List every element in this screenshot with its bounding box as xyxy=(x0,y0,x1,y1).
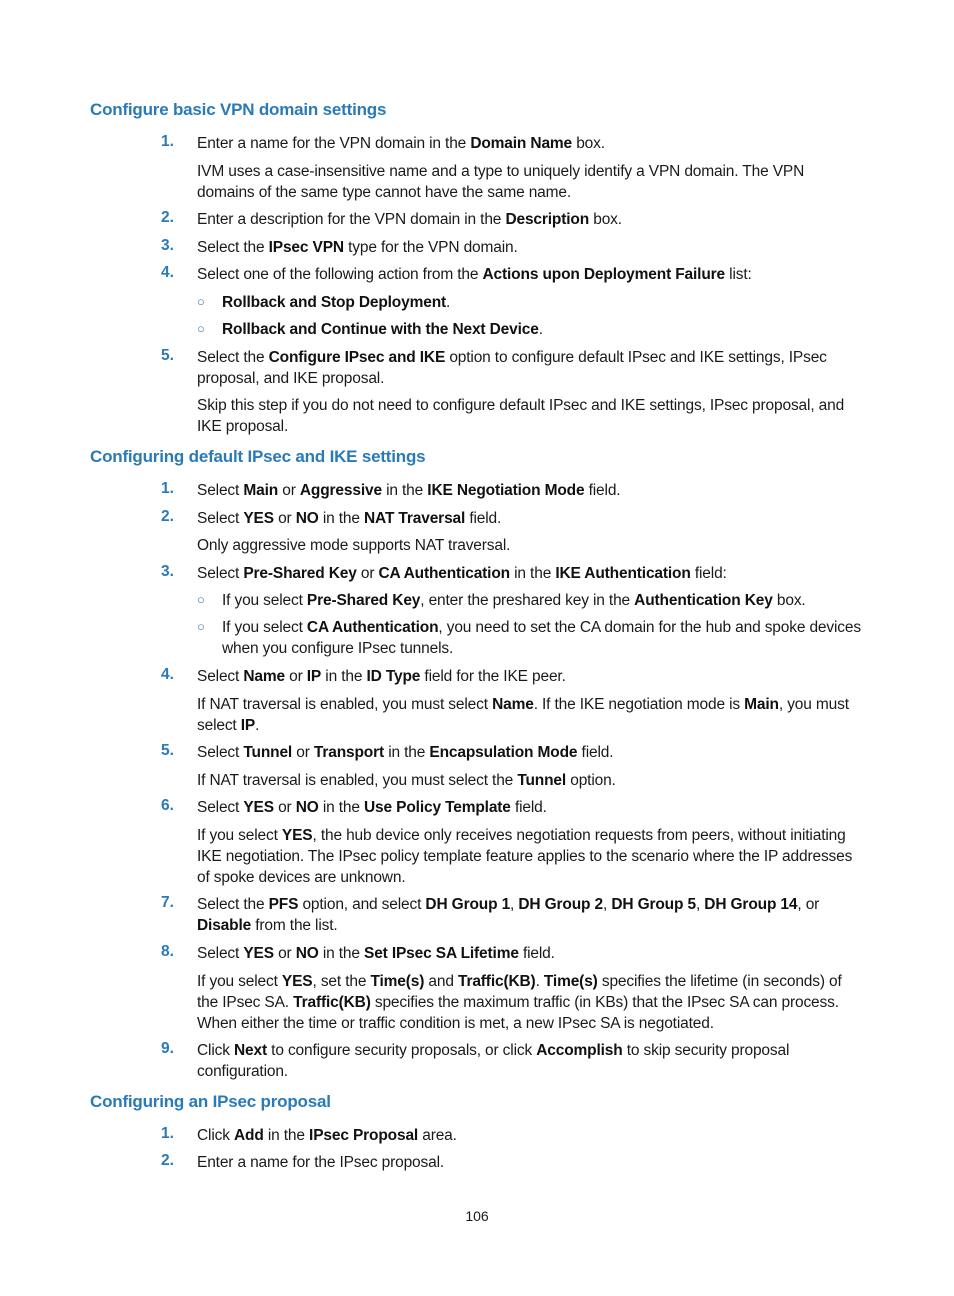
ui-term: Disable xyxy=(197,917,252,934)
bullet-icon: ○ xyxy=(197,619,205,634)
ui-term: YES xyxy=(281,827,313,844)
ui-term: ID Type xyxy=(366,668,421,685)
ui-term: Authentication Key xyxy=(634,592,773,609)
ui-term: Configure IPsec and IKE xyxy=(268,349,446,366)
ui-term: Accomplish xyxy=(536,1042,623,1059)
ui-term: DH Group 14 xyxy=(704,896,798,913)
bullet-text: If you select CA Authentication, you need to set the CA domain for the hub and spoke devices when you configure IPsec tunnels. xyxy=(222,619,861,657)
step-number: 1. xyxy=(161,1125,174,1142)
ui-term: Pre-Shared Key xyxy=(243,565,357,582)
section-heading: Configuring an IPsec proposal xyxy=(90,1092,331,1111)
bullet-text: Rollback and Stop Deployment. xyxy=(222,294,451,311)
step-number: 5. xyxy=(161,742,174,759)
ui-term: DH Group 2 xyxy=(518,896,603,913)
ui-term: IP xyxy=(240,717,256,734)
step-text: Select YES or NO in the Set IPsec SA Lifetime field. xyxy=(197,945,555,962)
section-heading: Configure basic VPN domain settings xyxy=(90,100,387,119)
ui-term: Add xyxy=(234,1127,264,1144)
step-text: Enter a name for the IPsec proposal. xyxy=(197,1154,445,1171)
step-text: Select Main or Aggressive in the IKE Negotiation Mode field. xyxy=(197,482,621,499)
step-text: Enter a description for the VPN domain in the Description box. xyxy=(197,211,622,228)
ui-term: Main xyxy=(243,482,279,499)
bullet-icon: ○ xyxy=(197,592,205,607)
ui-term: Aggressive xyxy=(299,482,382,499)
ui-term: Next xyxy=(234,1042,267,1059)
bullet-icon: ○ xyxy=(197,294,205,309)
step-number: 5. xyxy=(161,347,174,364)
step-number: 2. xyxy=(161,1152,174,1169)
step-number: 6. xyxy=(161,797,174,814)
step-text: Select YES or NO in the NAT Traversal field. xyxy=(197,510,502,527)
step-text: Select the PFS option, and select DH Group 1, DH Group 2, DH Group 5, DH Group 14, or Disable from the list. xyxy=(197,896,820,934)
ui-term: NO xyxy=(295,799,319,816)
bullet-icon: ○ xyxy=(197,321,205,336)
step-text: Select the IPsec VPN type for the VPN domain. xyxy=(197,239,518,256)
ui-term: Domain Name xyxy=(470,135,573,152)
step-number: 4. xyxy=(161,666,174,683)
ui-term: Use Policy Template xyxy=(364,799,511,816)
ui-term: YES xyxy=(281,973,313,990)
ui-term: Rollback and Continue with the Next Device xyxy=(222,321,539,338)
ui-term: YES xyxy=(243,510,274,527)
step-text: Select one of the following action from the Actions upon Deployment Failure list: xyxy=(197,266,752,283)
step-note: Only aggressive mode supports NAT traversal. xyxy=(197,537,511,554)
bullet-text: If you select Pre-Shared Key, enter the preshared key in the Authentication Key box. xyxy=(222,592,806,609)
step-note: IVM uses a case-insensitive name and a type to uniquely identify a VPN domain. The VPN domains of the same type cannot have the same name. xyxy=(197,163,805,201)
bullet-text: Rollback and Continue with the Next Device. xyxy=(222,321,543,338)
ui-term: Set IPsec SA Lifetime xyxy=(364,945,519,962)
ui-term: Tunnel xyxy=(243,744,293,761)
step-note: If you select YES, the hub device only receives negotiation requests from peers, without initiating IKE negotiation. The IPsec policy template feature applies to the scenario where the IP addresses of spoke devices are unknown. xyxy=(197,827,853,886)
ui-term: IKE Negotiation Mode xyxy=(427,482,585,499)
ui-term: IKE Authentication xyxy=(555,565,691,582)
ui-term: DH Group 1 xyxy=(425,896,511,913)
ui-term: Traffic(KB) xyxy=(457,973,536,990)
ui-term: Actions upon Deployment Failure xyxy=(482,266,726,283)
step-text: Select Tunnel or Transport in the Encapsulation Mode field. xyxy=(197,744,614,761)
ui-term: Name xyxy=(243,668,285,685)
step-text: Click Add in the IPsec Proposal area. xyxy=(197,1127,457,1144)
ui-term: NO xyxy=(295,945,319,962)
ui-term: Encapsulation Mode xyxy=(429,744,578,761)
step-number: 2. xyxy=(161,209,174,226)
ui-term: Description xyxy=(505,211,590,228)
ui-term: Time(s) xyxy=(543,973,598,990)
ui-term: YES xyxy=(243,799,274,816)
step-number: 7. xyxy=(161,894,174,911)
ui-term: NAT Traversal xyxy=(364,510,466,527)
ui-term: DH Group 5 xyxy=(611,896,696,913)
ui-term: CA Authentication xyxy=(306,619,439,636)
ui-term: Main xyxy=(744,696,779,713)
step-text: Select the Configure IPsec and IKE option to configure default IPsec and IKE settings, IPsec proposal, and IKE proposal. xyxy=(197,349,827,387)
step-text: Select Pre-Shared Key or CA Authentication in the IKE Authentication field: xyxy=(197,565,727,582)
ui-term: NO xyxy=(295,510,319,527)
page-number: 106 xyxy=(465,1208,489,1224)
step-number: 8. xyxy=(161,943,174,960)
step-number: 3. xyxy=(161,563,174,580)
step-text: Select Name or IP in the ID Type field for the IKE peer. xyxy=(197,668,566,685)
step-number: 3. xyxy=(161,237,174,254)
ui-term: Pre-Shared Key xyxy=(306,592,421,609)
step-note: If NAT traversal is enabled, you must select Name. If the IKE negotiation mode is Main, you must select IP. xyxy=(197,696,849,734)
ui-term: Rollback and Stop Deployment xyxy=(222,294,447,311)
step-text: Click Next to configure security proposals, or click Accomplish to skip security proposal configuration. xyxy=(197,1042,790,1080)
ui-term: Transport xyxy=(313,744,385,761)
section-heading: Configuring default IPsec and IKE settings xyxy=(90,447,426,466)
step-text: Enter a name for the VPN domain in the Domain Name box. xyxy=(197,135,605,152)
ui-term: IPsec Proposal xyxy=(309,1127,419,1144)
ui-term: Time(s) xyxy=(370,973,425,990)
step-note: If you select YES, set the Time(s) and Traffic(KB). Time(s) specifies the lifetime (in seconds) of the IPsec SA. Traffic(KB) specifies the maximum traffic (in KBs) that the IPsec SA can process. When either the time or traffic condition is met, a new IPsec SA is negotiated. xyxy=(197,973,842,1032)
ui-term: Traffic(KB) xyxy=(293,994,371,1011)
step-note: If NAT traversal is enabled, you must select the Tunnel option. xyxy=(197,772,616,789)
step-number: 1. xyxy=(161,480,174,497)
ui-term: Tunnel xyxy=(517,772,567,789)
ui-term: YES xyxy=(243,945,274,962)
ui-term: CA Authentication xyxy=(378,565,510,582)
step-number: 4. xyxy=(161,264,174,281)
step-number: 1. xyxy=(161,133,174,150)
ui-term: Name xyxy=(492,696,534,713)
step-note: Skip this step if you do not need to configure default IPsec and IKE settings, IPsec proposal, and IKE proposal. xyxy=(197,397,845,435)
step-text: Select YES or NO in the Use Policy Template field. xyxy=(197,799,547,816)
step-number: 2. xyxy=(161,508,174,525)
step-number: 9. xyxy=(161,1040,174,1057)
ui-term: IP xyxy=(306,668,322,685)
ui-term: PFS xyxy=(268,896,299,913)
ui-term: IPsec VPN xyxy=(268,239,344,256)
